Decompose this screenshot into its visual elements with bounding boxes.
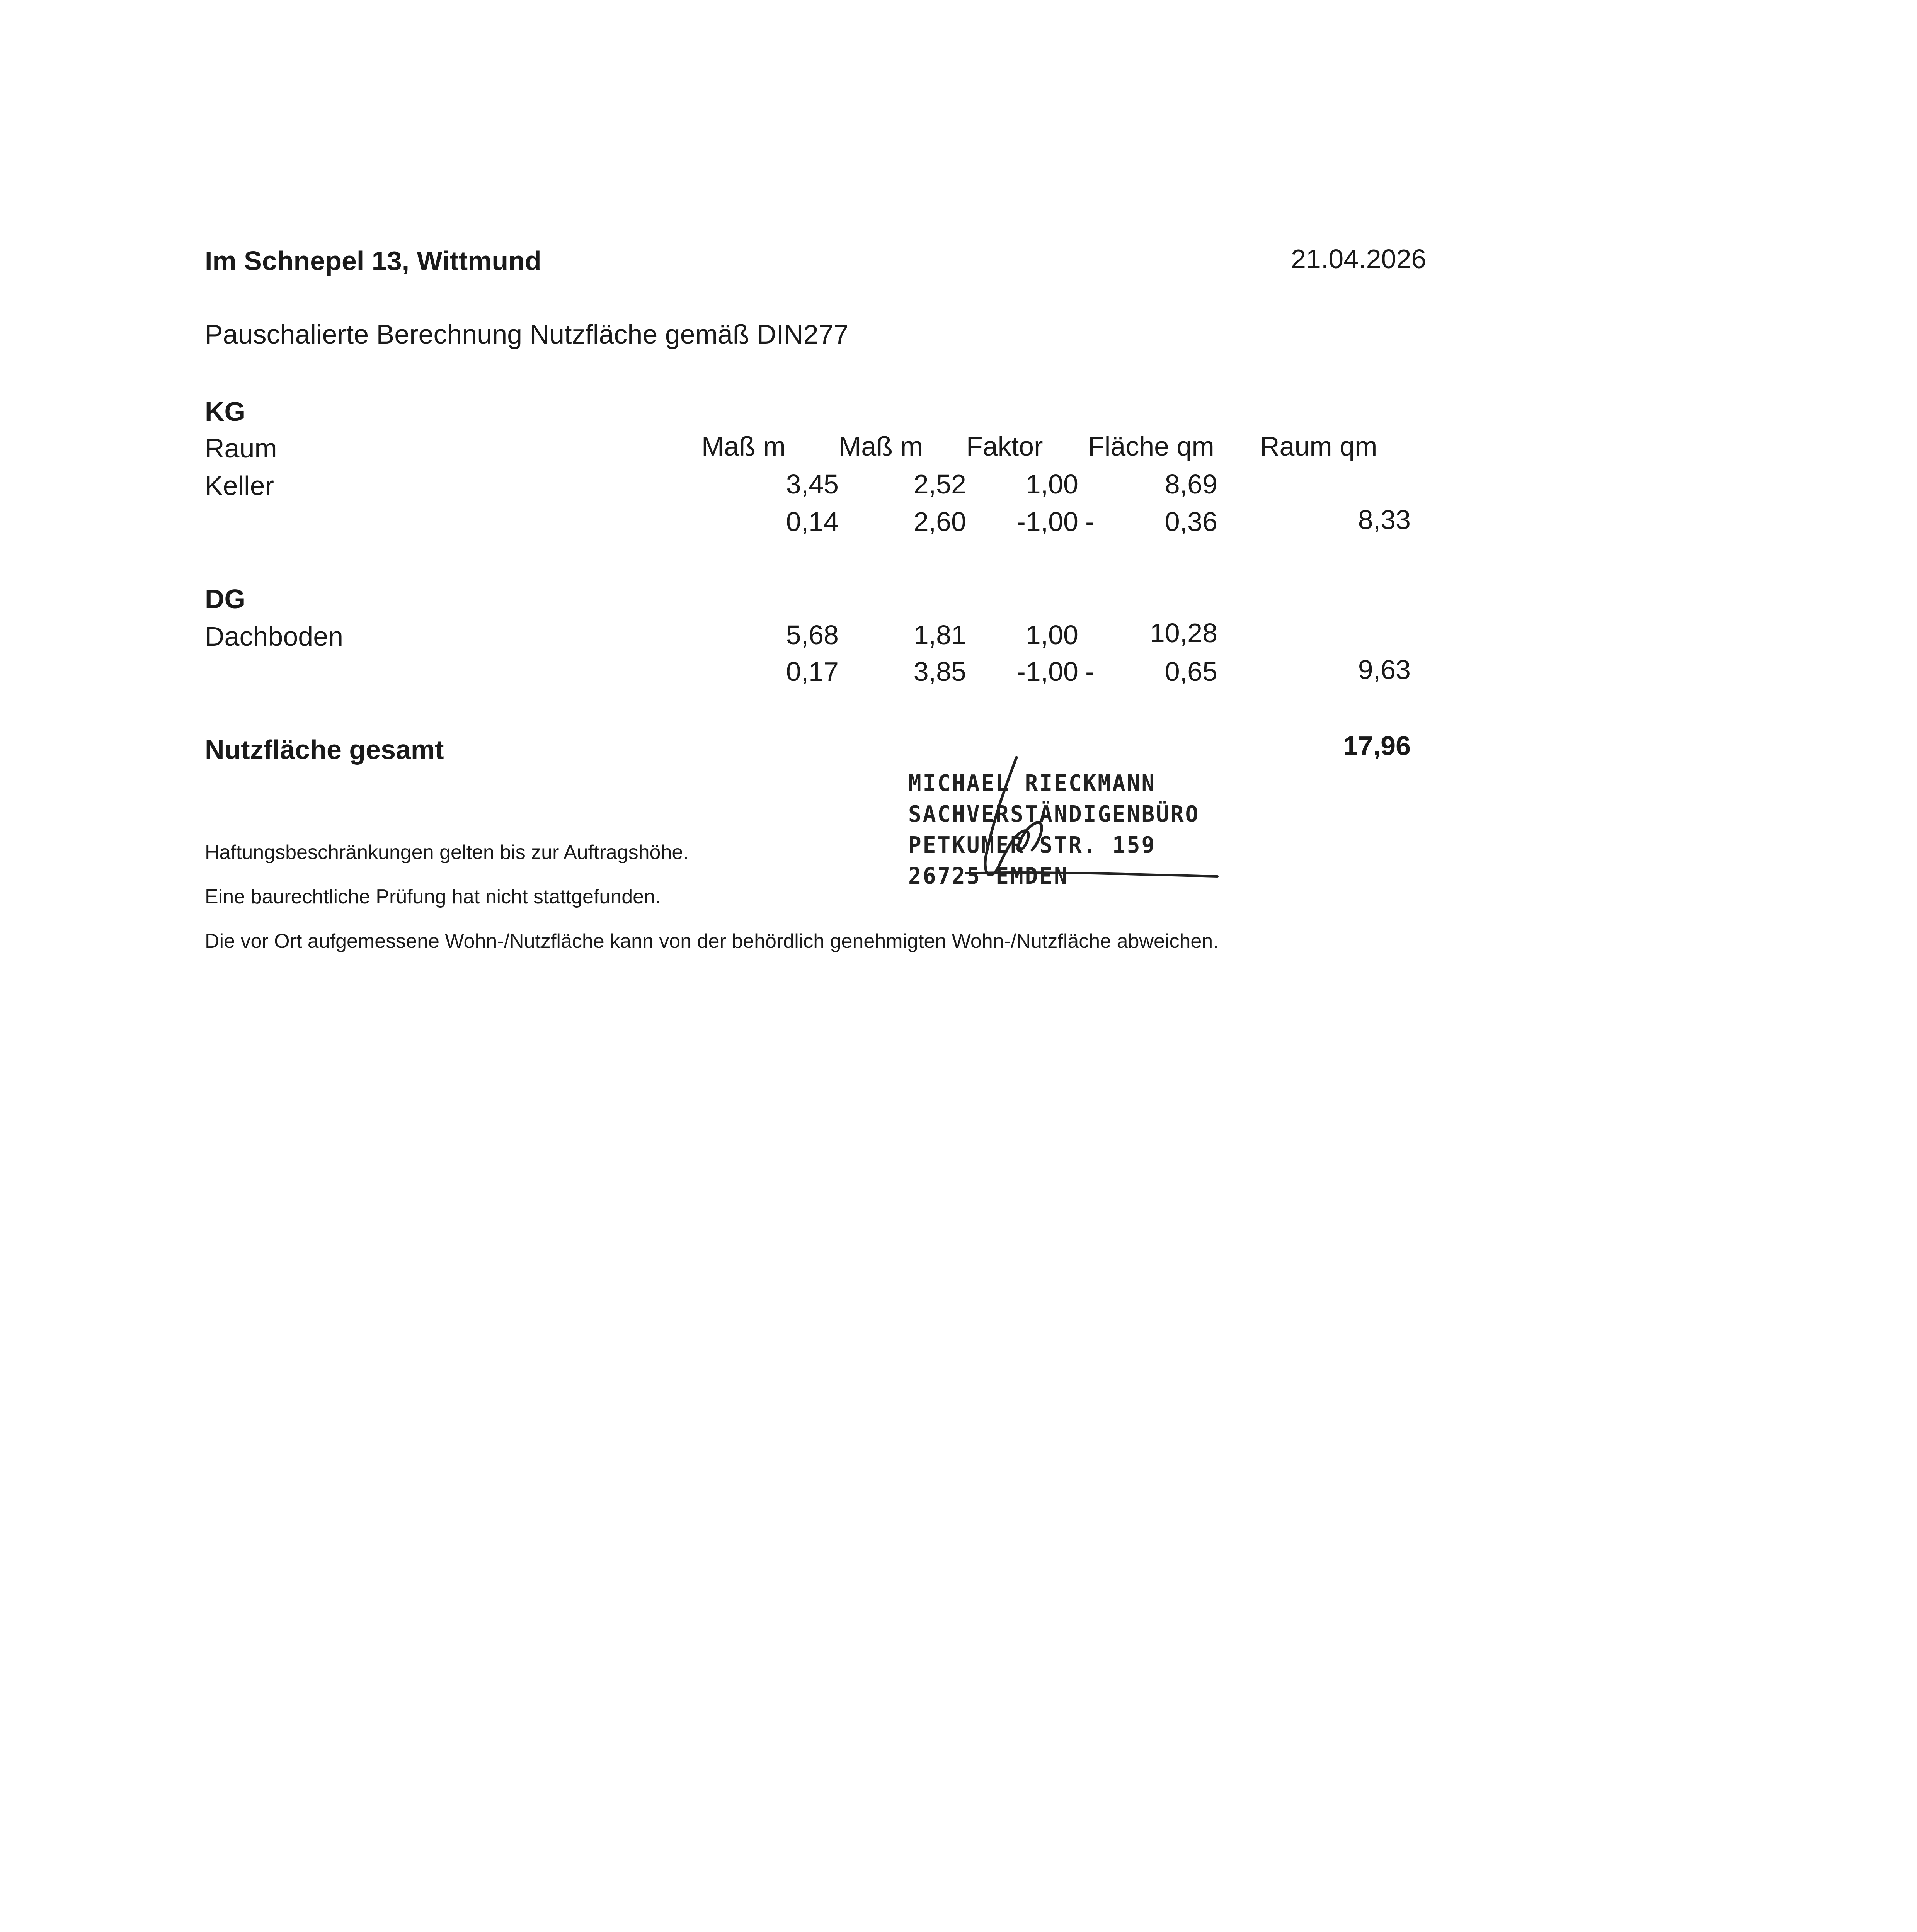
column-header-flaeche: Fläche qm — [1088, 431, 1214, 461]
total-value: 17,96 — [1343, 731, 1411, 761]
table-cell-mass2: 3,85 — [913, 656, 966, 687]
table-cell-raum-qm: 9,63 — [1358, 655, 1411, 685]
table-cell-mass1: 0,14 — [786, 507, 839, 537]
column-header-raum-qm: Raum qm — [1260, 431, 1377, 461]
column-header-raum: Raum — [205, 433, 277, 463]
table-cell-flaeche: 0,65 — [1165, 656, 1217, 687]
table-cell-mass2: 2,60 — [913, 507, 966, 537]
document-date: 21.04.2026 — [1291, 244, 1427, 274]
table-cell-faktor: -1,00 — [1016, 656, 1078, 687]
section-label-dg: DG — [205, 584, 245, 614]
table-cell-faktor: 1,00 — [1025, 469, 1078, 499]
note-liability: Haftungsbeschränkungen gelten bis zur Auftragshöhe. — [205, 841, 689, 864]
total-label: Nutzfläche gesamt — [205, 735, 444, 765]
column-header-faktor: Faktor — [966, 431, 1043, 461]
table-cell-mass1: 3,45 — [786, 469, 839, 499]
table-cell-mass1: 0,17 — [786, 656, 839, 687]
room-name-dachboden: Dachboden — [205, 621, 344, 651]
signature-icon — [908, 757, 1217, 896]
stamp-line-city: 26725 EMDEN — [908, 863, 1069, 889]
section-label-kg: KG — [205, 396, 245, 427]
table-cell-mass2: 1,81 — [913, 620, 966, 650]
table-cell-faktor: 1,00 — [1025, 620, 1078, 650]
note-building-law: Eine baurechtliche Prüfung hat nicht stattgefunden. — [205, 886, 661, 908]
table-cell-flaeche: 10,28 — [1149, 618, 1217, 648]
column-header-mass-2: Maß m — [839, 431, 923, 461]
table-cell-mass1: 5,68 — [786, 620, 839, 650]
minus-sign: - — [1085, 656, 1095, 687]
table-cell-flaeche: 0,36 — [1165, 507, 1217, 537]
stamp-line-name: MICHAEL RIECKMANN — [908, 770, 1156, 797]
table-cell-raum-qm: 8,33 — [1358, 505, 1411, 535]
address-heading: Im Schnepel 13, Wittmund — [205, 246, 541, 276]
table-cell-flaeche: 8,69 — [1165, 469, 1217, 499]
table-cell-faktor: -1,00 — [1016, 507, 1078, 537]
company-stamp — [908, 770, 1217, 900]
stamp-line-company: SACHVERSTÄNDIGENBÜRO — [908, 801, 1200, 828]
room-name-keller: Keller — [205, 471, 274, 501]
minus-sign: - — [1085, 507, 1095, 537]
column-header-mass-1: Maß m — [701, 431, 786, 461]
table-cell-mass2: 2,52 — [913, 469, 966, 499]
stamp-line-street: PETKUMER STR. 159 — [908, 832, 1156, 859]
document-subtitle: Pauschalierte Berechnung Nutzfläche gemäß DIN277 — [205, 319, 849, 349]
note-area-deviation: Die vor Ort aufgemessene Wohn-/Nutzfläche kann von der behördlich genehmigten Wohn-/Nutzfläche abweichen. — [205, 930, 1219, 952]
